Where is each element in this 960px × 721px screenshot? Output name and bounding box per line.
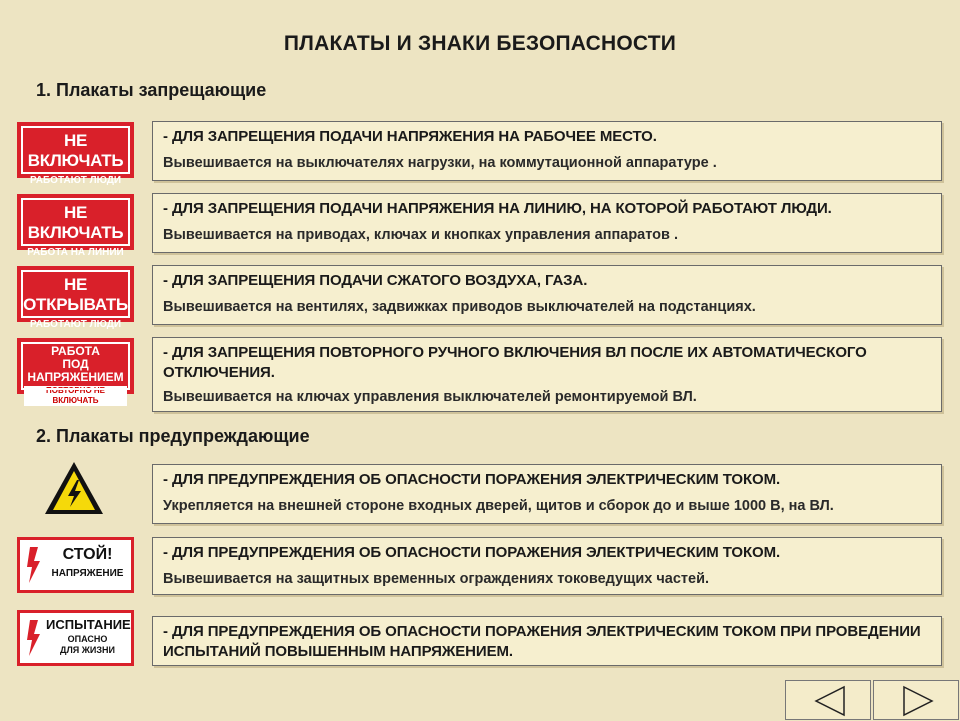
section-heading-prohibiting: 1. Плакаты запрещающие [36,80,267,100]
poster-line2: НАПРЯЖЕНИЕ [51,568,124,579]
poster-line2: ОПАСНО [67,634,108,644]
poster-rabota-pod-napryazheniem [17,338,134,405]
description-sub: Вывешивается на ключах управления выключателей ремонтируемой ВЛ. [163,389,697,405]
poster-ne-vklyuchat-rabotayut-lyudi [17,122,134,186]
poster-ne-otkryvat [17,266,134,330]
poster-line1: НЕ ВКЛЮЧАТЬ [27,131,124,170]
description-box-7 [152,616,942,666]
poster-line1: НЕ ВКЛЮЧАТЬ [27,203,124,242]
poster-line3: ДЛЯ ЖИЗНИ [60,645,115,655]
poster-ne-vklyuchat-rabota-na-linii [17,194,134,258]
poster-line1: НЕ ОТКРЫВАТЬ [23,275,128,314]
description-main: - ДЛЯ ЗАПРЕЩЕНИЯ ПОВТОРНОГО РУЧНОГО ВКЛЮЧЕНИЯ ВЛ ПОСЛЕ ИХ АВТОМАТИЧЕСКОГО ОТКЛЮЧЕНИЯ. [163,344,867,381]
lightning-bolt-icon [24,618,44,658]
description-main: - ДЛЯ ПРЕДУПРЕЖДЕНИЯ ОБ ОПАСНОСТИ ПОРАЖЕНИЯ ЭЛЕКТРИЧЕСКИМ ТОКОМ ПРИ ПРОВЕДЕНИИ ИСПЫТАНИЙ ПОВЫШЕННЫМ НАПРЯЖЕНИЕМ. [163,623,921,660]
description-main: - ДЛЯ ПРЕДУПРЕЖДЕНИЯ ОБ ОПАСНОСТИ ПОРАЖЕНИЯ ЭЛЕКТРИЧЕСКИМ ТОКОМ. [163,471,781,488]
poster-ispytanie [17,610,134,666]
next-slide-button[interactable] [873,680,959,720]
description-main: - ДЛЯ ЗАПРЕЩЕНИЯ ПОДАЧИ НАПРЯЖЕНИЯ НА РАБОЧЕЕ МЕСТО. [163,128,657,145]
description-box-1 [152,121,942,181]
poster-line2: РАБОТАЮТ ЛЮДИ [29,319,122,330]
section-heading-warning: 2. Плакаты предупреждающие [36,426,310,446]
description-box-5 [152,464,942,524]
description-sub: Вывешивается на приводах, ключах и кнопках управления аппаратов . [163,227,678,243]
description-box-3 [152,265,942,325]
poster-line1: РАБОТА [51,344,100,358]
lightning-bolt-icon [24,545,44,585]
poster-line1: ИСПЫТАНИЕ [46,617,131,632]
poster-line2: РАБОТА НА ЛИНИИ [27,247,124,258]
description-sub: Укрепляется на внешней стороне входных дверей, щитов и сборок до и выше 1000 В, на ВЛ. [163,498,834,514]
triangle-right-icon [874,681,960,721]
page-title: ПЛАКАТЫ И ЗНАКИ БЕЗОПАСНОСТИ [283,32,677,55]
poster-stoy-napryazhenie [17,537,134,593]
description-main: - ДЛЯ ЗАПРЕЩЕНИЯ ПОДАЧИ НАПРЯЖЕНИЯ НА ЛИНИЮ, НА КОТОРОЙ РАБОТАЮТ ЛЮДИ. [163,200,832,217]
poster-line2: ПОД НАПРЯЖЕНИЕМ [27,357,124,384]
description-main: - ДЛЯ ПРЕДУПРЕЖДЕНИЯ ОБ ОПАСНОСТИ ПОРАЖЕНИЯ ЭЛЕКТРИЧЕСКИМ ТОКОМ. [163,544,781,561]
description-box-2 [152,193,942,253]
poster-line2: РАБОТАЮТ ЛЮДИ [29,175,122,186]
high-voltage-triangle-icon [43,460,105,516]
poster-line3: ПОВТОРНО НЕ ВКЛЮЧАТЬ [24,386,127,406]
description-box-6 [152,537,942,595]
description-sub: Вывешивается на вентилях, задвижках приводов выключателей на подстанциях. [163,299,756,315]
triangle-left-icon [786,681,872,721]
description-sub: Вывешивается на защитных временных ограждениях токоведущих частей. [163,571,710,587]
poster-line1: СТОЙ! [62,546,113,563]
description-main: - ДЛЯ ЗАПРЕЩЕНИЯ ПОДАЧИ СЖАТОГО ВОЗДУХА, ГАЗА. [163,272,588,289]
prev-slide-button[interactable] [785,680,871,720]
description-box-4 [152,337,942,412]
description-sub: Вывешивается на выключателях нагрузки, на коммутационной аппаратуре . [163,155,717,171]
